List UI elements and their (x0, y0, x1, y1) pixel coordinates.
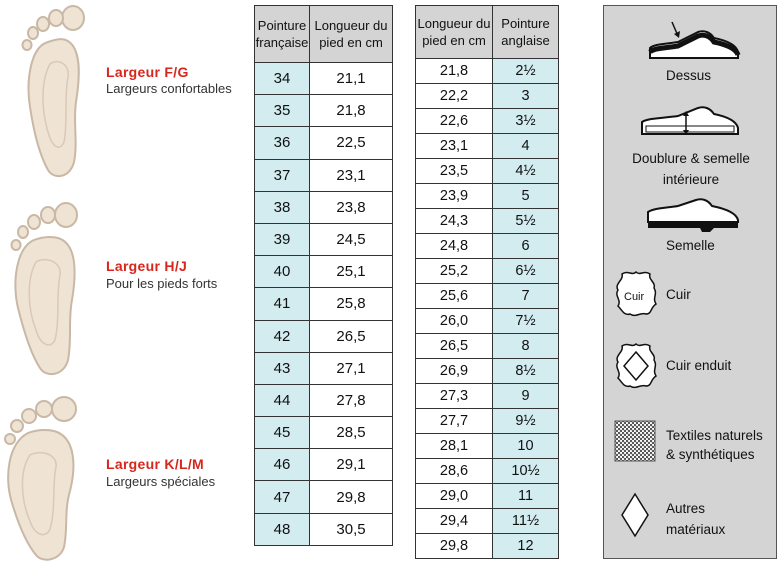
coated-leather-icon (612, 340, 660, 390)
table-cell-col2: 6 (493, 234, 559, 259)
width-title-hj: Largeur H/J (106, 258, 188, 274)
table-cell-col2: 9½ (493, 409, 559, 434)
table-cell-col2: 22,5 (310, 127, 393, 159)
table-cell-col1: 26,9 (416, 359, 493, 384)
shoe-sole-icon (644, 198, 744, 234)
table-cell-col2: 24,5 (310, 223, 393, 255)
table-cell-col2: 3½ (493, 109, 559, 134)
table-cell-col2: 30,5 (310, 513, 393, 545)
shoe-upper-icon (644, 18, 744, 64)
table-row (416, 534, 559, 559)
table-cell-col1: 23,1 (416, 134, 493, 159)
width-subtitle-hj: Pour les pieds forts (106, 276, 218, 291)
header-longueur-pied: Longueur du pied en cm (416, 6, 493, 59)
table-cell-col1: 24,8 (416, 234, 493, 259)
table-row (416, 109, 559, 134)
table-cell-col2: 8 (493, 334, 559, 359)
table-cell-col2: 4 (493, 134, 559, 159)
table-cell-col2: 29,8 (310, 481, 393, 513)
table-cell-col2: 6½ (493, 259, 559, 284)
table-cell-col2: 4½ (493, 159, 559, 184)
table-row (416, 59, 559, 84)
table-cell-col1: 46 (255, 449, 310, 481)
table-cell-col2: 10 (493, 434, 559, 459)
table-cell-col1: 21,8 (416, 59, 493, 84)
table-row (255, 127, 393, 159)
shoe-lining-icon (638, 104, 742, 144)
width-subtitle-klm: Largeurs spéciales (106, 474, 216, 489)
table-row (416, 209, 559, 234)
table-cell-col1: 36 (255, 127, 310, 159)
table-cell-col1: 47 (255, 481, 310, 513)
header-pointure-anglaise: Pointure anglaise (493, 6, 559, 59)
table-cell-col2: 7 (493, 284, 559, 309)
table-cell-col2: 27,8 (310, 384, 393, 416)
table-cell-col2: 23,1 (310, 159, 393, 191)
table-cell-col1: 29,4 (416, 509, 493, 534)
foot-outline-extra-wide-icon (2, 393, 88, 563)
table-row (255, 191, 393, 223)
english-size-table (415, 5, 559, 559)
table-cell-col1: 43 (255, 352, 310, 384)
table-row (255, 288, 393, 320)
table-row (416, 409, 559, 434)
table-cell-col1: 38 (255, 191, 310, 223)
table-cell-col2: 5 (493, 184, 559, 209)
table-row (255, 223, 393, 255)
label-dessus: Dessus (666, 68, 712, 83)
label-doublure: Doublure & semelle intérieure (632, 151, 750, 187)
table-row (255, 449, 393, 481)
label-cuir: Cuir (666, 287, 691, 302)
table-cell-col1: 41 (255, 288, 310, 320)
table-cell-col2: 10½ (493, 459, 559, 484)
width-title-fg: Largeur F/G (106, 64, 189, 80)
table-cell-col2: 3 (493, 84, 559, 109)
table-cell-col2: 21,1 (310, 63, 393, 95)
table-row (255, 63, 393, 95)
foot-outline-wide-icon (8, 198, 88, 378)
table-row (416, 259, 559, 284)
table-cell-col2: 11½ (493, 509, 559, 534)
table-cell-col1: 26,0 (416, 309, 493, 334)
table-row (416, 509, 559, 534)
width-subtitle-fg: Largeurs confortables (106, 81, 232, 96)
table-row (416, 434, 559, 459)
textile-icon (614, 420, 656, 462)
table-cell-col1: 39 (255, 223, 310, 255)
label-semelle: Semelle (666, 238, 715, 253)
table-row (416, 384, 559, 409)
table-cell-col2: 5½ (493, 209, 559, 234)
table-cell-col1: 26,5 (416, 334, 493, 359)
table-row (255, 159, 393, 191)
table-row (416, 309, 559, 334)
table-row (255, 481, 393, 513)
table-cell-col2: 29,1 (310, 449, 393, 481)
table-cell-col2: 8½ (493, 359, 559, 384)
table-row (416, 484, 559, 509)
table-cell-col1: 24,3 (416, 209, 493, 234)
table-cell-col2: 2½ (493, 59, 559, 84)
other-materials-icon (620, 492, 650, 538)
table-cell-col1: 35 (255, 95, 310, 127)
table-cell-col2: 23,8 (310, 191, 393, 223)
table-cell-col1: 34 (255, 63, 310, 95)
table-cell-col1: 22,2 (416, 84, 493, 109)
table-cell-col2: 28,5 (310, 417, 393, 449)
table-cell-col1: 40 (255, 256, 310, 288)
table-row (416, 284, 559, 309)
table-row (255, 95, 393, 127)
table-row (416, 459, 559, 484)
table-cell-col2: 26,5 (310, 320, 393, 352)
label-autres: Autres matériaux (666, 501, 726, 537)
table-cell-col2: 11 (493, 484, 559, 509)
table-row (416, 134, 559, 159)
table-cell-col1: 27,7 (416, 409, 493, 434)
french-size-table (254, 5, 393, 546)
table-cell-col2: 27,1 (310, 352, 393, 384)
table-row (255, 384, 393, 416)
table-row (255, 513, 393, 545)
table-row (255, 320, 393, 352)
table-cell-col1: 25,2 (416, 259, 493, 284)
table-cell-col1: 23,9 (416, 184, 493, 209)
table-cell-col1: 27,3 (416, 384, 493, 409)
table-cell-col1: 25,6 (416, 284, 493, 309)
table-cell-col2: 7½ (493, 309, 559, 334)
header-pointure-francaise: Pointure française (255, 6, 310, 63)
table-row (416, 359, 559, 384)
table-row (416, 234, 559, 259)
table-cell-col1: 29,8 (416, 534, 493, 559)
table-row (416, 334, 559, 359)
label-textiles: Textiles naturels & synthétiques (666, 428, 763, 462)
table-cell-col2: 25,1 (310, 256, 393, 288)
table-row (416, 84, 559, 109)
table-cell-col1: 22,6 (416, 109, 493, 134)
table-cell-col1: 37 (255, 159, 310, 191)
table-row (255, 256, 393, 288)
width-title-klm: Largeur K/L/M (106, 456, 205, 472)
table-cell-col1: 44 (255, 384, 310, 416)
foot-outline-narrow-icon (18, 2, 90, 180)
table-cell-col1: 48 (255, 513, 310, 545)
table-cell-col2: 21,8 (310, 95, 393, 127)
header-longueur-pied: Longueur du pied en cm (310, 6, 393, 63)
table-cell-col1: 28,6 (416, 459, 493, 484)
table-cell-col2: 12 (493, 534, 559, 559)
table-cell-col1: 45 (255, 417, 310, 449)
table-cell-col1: 23,5 (416, 159, 493, 184)
table-row (416, 159, 559, 184)
table-cell-col2: 9 (493, 384, 559, 409)
table-cell-col1: 28,1 (416, 434, 493, 459)
label-cuir-enduit: Cuir enduit (666, 358, 732, 373)
leather-icon-text: Cuir (624, 291, 645, 303)
leather-hide-icon (612, 268, 660, 318)
table-row (255, 352, 393, 384)
table-cell-col1: 29,0 (416, 484, 493, 509)
table-cell-col2: 25,8 (310, 288, 393, 320)
table-row (255, 417, 393, 449)
table-cell-col1: 42 (255, 320, 310, 352)
material-legend-panel (603, 5, 777, 559)
table-row (416, 184, 559, 209)
